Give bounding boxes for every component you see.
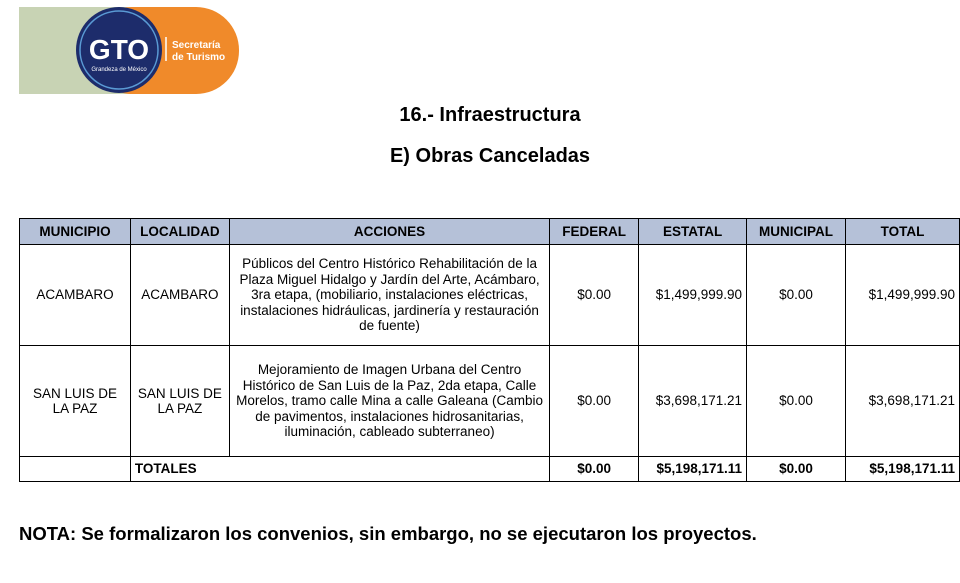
column-header-acciones: ACCIONES (229, 219, 549, 245)
cell-totals-spacer (229, 457, 549, 482)
totals-municipal: $0.00 (747, 457, 846, 482)
cell-estatal: $3,698,171.21 (639, 346, 747, 457)
column-header-federal: FEDERAL (550, 219, 639, 245)
table-row (20, 346, 960, 457)
obras-canceladas-table (19, 218, 960, 482)
cell-localidad: SAN LUIS DE LA PAZ (130, 346, 229, 457)
section-title: 16.- Infraestructura (399, 104, 581, 126)
cell-total: $1,499,999.90 (846, 245, 960, 346)
cell-municipio: ACAMBARO (20, 245, 131, 346)
subsection-title: E) Obras Canceladas (389, 145, 591, 167)
gto-turismo-logo (19, 7, 259, 94)
footnote: NOTA: Se formalizaron los convenios, sin embargo, no se ejecutaron los proyectos. (19, 523, 757, 544)
totals-estatal: $5,198,171.11 (639, 457, 747, 482)
cell-federal: $0.00 (550, 245, 639, 346)
cell-federal: $0.00 (550, 346, 639, 457)
cell-totals-empty (20, 457, 131, 482)
cell-municipal: $0.00 (747, 346, 846, 457)
logo-tagline-text: Grandeza de México (91, 67, 147, 73)
column-header-municipal: MUNICIPAL (747, 219, 846, 245)
column-header-estatal: ESTATAL (639, 219, 747, 245)
totals-label: TOTALES (130, 457, 229, 482)
cell-estatal: $1,499,999.90 (639, 245, 747, 346)
cell-municipal: $0.00 (747, 245, 846, 346)
cell-total: $3,698,171.21 (846, 346, 960, 457)
cell-municipio: SAN LUIS DE LA PAZ (20, 346, 131, 457)
logo-graphic (19, 7, 259, 94)
logo-dept-line2: de Turismo (172, 52, 226, 63)
column-header-total: TOTAL (846, 219, 960, 245)
cell-localidad: ACAMBARO (130, 245, 229, 346)
totals-federal: $0.00 (550, 457, 639, 482)
table-row (20, 245, 960, 346)
logo-dept-line1: Secretaría (172, 40, 221, 51)
cell-acciones: Públicos del Centro Histórico Rehabilitación de la Plaza Miguel Hidalgo y Jardín del Arte, Acámbaro, 3ra etapa, (mobiliario, instalaciones eléctricas, instalaciones hidráulicas, jardinería y restauración de fuente) (229, 245, 549, 346)
cell-acciones: Mejoramiento de Imagen Urbana del Centro Histórico de San Luis de la Paz, 2da etapa, Calle Morelos, tramo calle Mina a calle Galeana (Cambio de pavimentos, instalaciones hidrosanitarias, iluminación, cableado subterraneo) (229, 346, 549, 457)
column-header-localidad: LOCALIDAD (130, 219, 229, 245)
column-header-municipio: MUNICIPIO (20, 219, 131, 245)
totals-total: $5,198,171.11 (846, 457, 960, 482)
logo-brand-text: GTO (88, 34, 150, 65)
table-header-row (20, 219, 960, 245)
totals-row (20, 457, 960, 482)
